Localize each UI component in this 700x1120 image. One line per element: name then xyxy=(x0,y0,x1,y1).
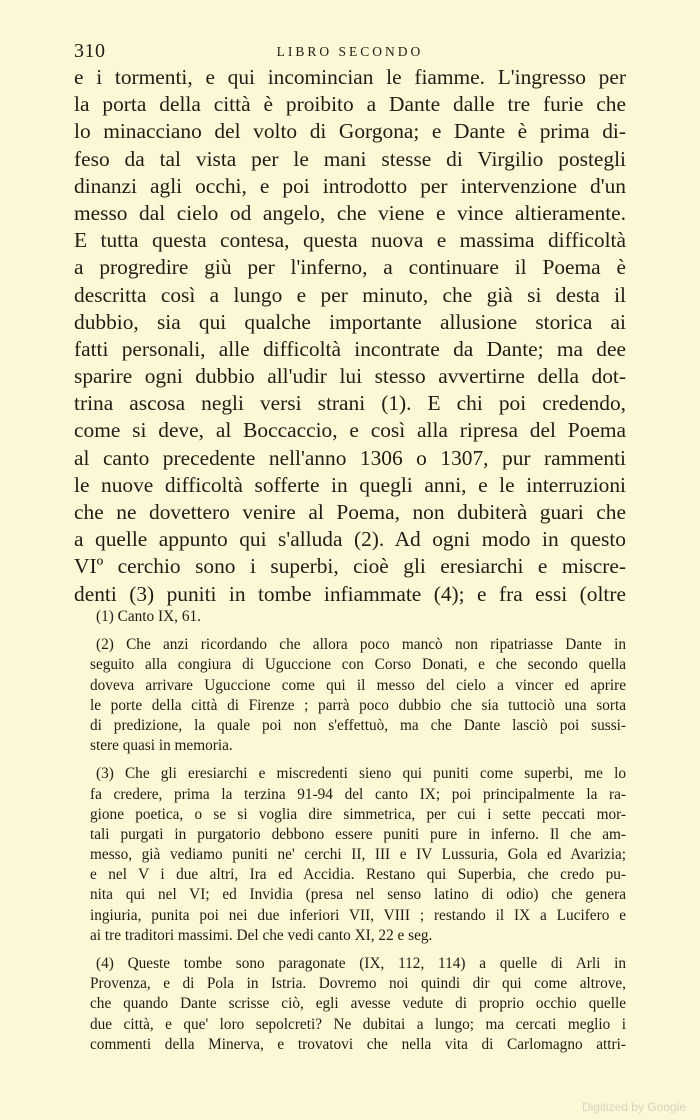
main-text xyxy=(74,64,626,608)
text-line: fatti personali, alle difficoltà incontrate da Dante; ma dee xyxy=(74,336,626,361)
footnote-line: (1) Canto IX, 61. xyxy=(96,608,201,625)
footnote-line: nita qui nel VI; ed Invidia (presa nel senso latino di odio) che genera xyxy=(90,886,626,904)
text-line: che ne dovettero venire al Poema, non dubiterà guari che xyxy=(74,500,626,524)
text-line: come si deve, al Boccaccio, e così alla ripresa del Poema xyxy=(74,418,626,443)
text-line: VIº cerchio sono i superbi, cioè gli eresiarchi e miscre- xyxy=(74,554,626,579)
text-line: messo dal cielo od angelo, che viene e vince altieramente. xyxy=(74,200,626,225)
footnote-line: due città, e que' loro sepolcreti? Ne dubitai a lungo; ma cercati meglio i xyxy=(90,1015,626,1033)
page-number: 310 xyxy=(74,40,106,62)
footnote-line: messo, già vediamo puniti ne' cerchi II, III e IV Lussuria, Gola ed Avarizia; xyxy=(90,846,626,864)
text-line: descritta così a lungo e per minuto, che già si desta il xyxy=(74,282,626,307)
running-title: LIBRO SECONDO xyxy=(276,44,424,59)
footnote-line: (3) Che gli eresiarchi e miscredenti sieno qui puniti come superbi, me lo xyxy=(96,765,626,783)
footnote-line: Provenza, e di Pola in Istria. Dovremo noi quindi dir qui come altrove, xyxy=(90,975,626,993)
footnote-line: fa credere, prima la terzina 91-94 del canto IX; poi principalmente la ra- xyxy=(90,785,626,803)
text-line: denti (3) puniti in tombe infiammate (4); e fra essi (oltre xyxy=(74,581,626,606)
text-line: le nuove difficoltà sofferte in quegli anni, e le interruzioni xyxy=(74,472,626,497)
footnote-line: che quando Dante scrisse ciò, egli avesse vedute di proprio occhio quelle xyxy=(90,995,626,1013)
footnote-line: doveva arrivare Uguccione come qui il messo del cielo a vincer ed aprire xyxy=(90,676,626,694)
footnote-line: di predizione, la quale poi non s'effettuò, ma che Dante lasciò poi sussi- xyxy=(90,716,626,734)
text-line: dubbio, sia qui qualche importante allusione storica ai xyxy=(74,309,626,334)
text-line: a quelle appunto qui s'alluda (2). Ad ogni modo in questo xyxy=(74,527,626,552)
text-line: e i tormenti, e qui incomincian le fiamme. L'ingresso per xyxy=(74,65,626,89)
footnote-line: seguito alla congiura di Uguccione con Corso Donati, e che secondo quella xyxy=(90,656,626,674)
footnote-line: ingiuria, punita poi nei due inferiori VII, VIII ; restando il IX a Lucifero e xyxy=(90,906,626,924)
footnote-line: ai tre traditori massimi. Del che vedi canto XI, 22 e seg. xyxy=(90,926,433,944)
footnote-line: commenti della Minerva, e trovatovi che nella vita di Carlomagno attri- xyxy=(90,1035,626,1053)
footnote-line: e nel V i due altri, Ira ed Accidia. Restano qui Superbia, che credo pu- xyxy=(90,866,626,884)
text-line: a progredire giù per l'inferno, a continuare il Poema è xyxy=(74,255,626,280)
watermark: Digitized by Google xyxy=(581,1100,686,1114)
text-line: la porta della città è proibito a Dante dalle tre furie che xyxy=(74,92,626,117)
text-line: lo minacciano del volto di Gorgona; e Dante è prima di- xyxy=(74,119,626,144)
text-line: dinanzi agli occhi, e poi introdotto per intervenzione d'un xyxy=(74,173,626,198)
footnote-line: le porte della città di Firenze ; parrà poco dubbio che sia tuttociò una sorta xyxy=(90,696,626,714)
footnotes xyxy=(90,607,626,1055)
footnote-line: stere quasi in memoria. xyxy=(90,737,233,755)
footnote-line: gione poetica, o se si voglia dire simmetrica, per cui i sette peccati mor- xyxy=(90,805,626,823)
text-line: feso da tal vista per le mani stesse di Virgilio postegli xyxy=(74,146,626,171)
text-line: al canto precedente nell'anno 1306 o 1307, pur rammenti xyxy=(74,445,626,470)
text-line: E tutta questa contesa, questa nuova e massima difficoltà xyxy=(74,228,626,253)
footnote-line: (2) Che anzi ricordando che allora poco mancò non ripatriasse Dante in xyxy=(96,636,626,654)
footnote-line: (4) Queste tombe sono paragonate (IX, 112, 114) a quelle di Arli in xyxy=(96,955,626,972)
text-line: trina ascosa negli versi strani (1). E chi poi credendo, xyxy=(74,391,626,416)
text-line: sparire ogni dubbio all'udir lui stesso avvertirne della dot- xyxy=(74,364,626,389)
footnote-line: tali purgati in purgatorio debbono essere puniti pure in inferno. Il che am- xyxy=(90,825,626,843)
